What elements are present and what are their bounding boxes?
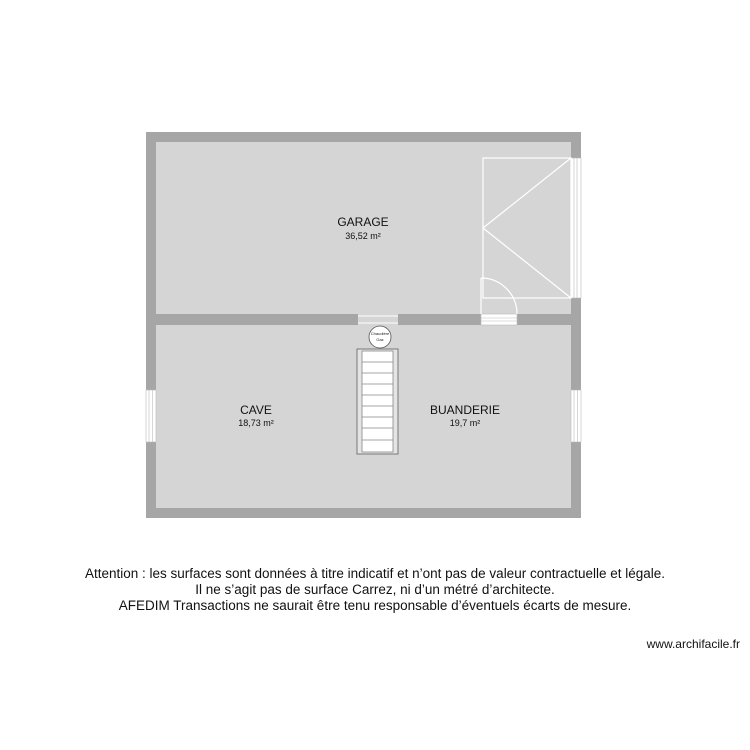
boiler-symbol: [369, 326, 391, 348]
garage-door-opening: [481, 314, 517, 325]
room-area-garage: 36,52 m²: [345, 231, 381, 241]
boiler-label: Chaudière: [370, 331, 390, 336]
staircase: [357, 349, 398, 454]
cave-window: [146, 390, 156, 442]
room-area-buanderie: 19,7 m²: [449, 418, 481, 428]
disclaimer: [0, 566, 750, 614]
disclaimer-line: Il ne s’agit pas de surface Carrez, ni d’un métré d’architecte.: [195, 582, 555, 597]
garage-vehicle-door: [571, 158, 581, 298]
room-name-cave: CAVE: [240, 403, 272, 417]
boiler-sublabel: Gaz: [376, 337, 384, 342]
website-credit: www.archifacile.fr: [646, 637, 740, 651]
disclaimer-line: Attention : les surfaces sont données à titre indicatif et n’ont pas de valeur contractuelle et légale.: [84, 566, 666, 581]
buanderie-window: [571, 390, 581, 442]
room-name-garage: GARAGE: [337, 215, 389, 229]
disclaimer-line: AFEDIM Transactions ne saurait être tenu responsable d’éventuels écarts de mesure.: [118, 598, 632, 613]
room-area-cave: 18,73 m²: [238, 418, 274, 428]
room-name-buanderie: BUANDERIE: [429, 403, 501, 417]
